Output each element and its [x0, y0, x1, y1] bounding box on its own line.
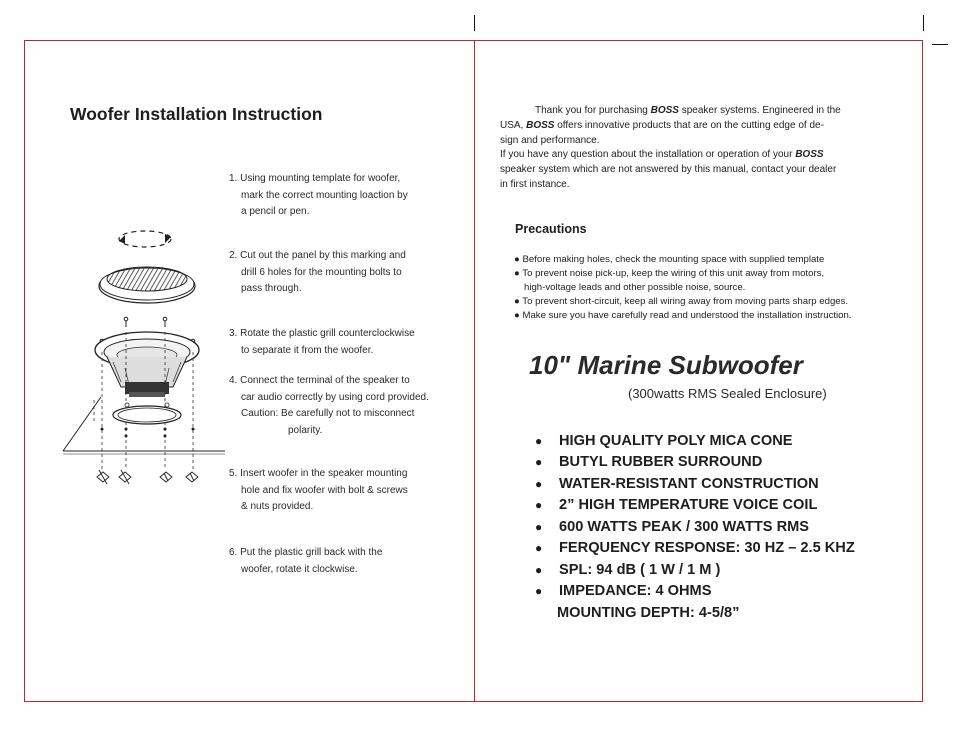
precaution-item: ● Before making holes, check the mounting space with supplied template — [514, 254, 825, 265]
product-title: 10" Marine Subwoofer — [529, 350, 803, 380]
step-6: 6. Put the plastic grill back with the woofer, rotate it clockwise. — [229, 547, 383, 575]
precautions-heading: Precautions — [515, 222, 587, 236]
brand-name: BOSS — [795, 149, 824, 161]
feature-list — [535, 430, 855, 624]
precaution-item: high-voltage leads and other possible noise, source. — [524, 282, 746, 293]
step-3: 3. Rotate the plastic grill counterclockwise to separate it from the woofer. — [229, 328, 415, 356]
feature-item: ● HIGH QUALITY POLY MICA CONE — [535, 432, 793, 449]
feature-item: ● BUTYL RUBBER SURROUND — [535, 454, 763, 471]
precaution-item: ● To prevent noise pick-up, keep the wiring of this unit away from motors, — [514, 268, 825, 279]
nuts-icon — [97, 470, 198, 484]
crop-mark-top-right — [923, 15, 924, 31]
installation-illustration — [55, 222, 225, 502]
feature-item: ● 2” HIGH TEMPERATURE VOICE COIL — [535, 497, 818, 514]
intro-paragraph: Thank you for purchasing BOSS speaker systems. Engineered in the USA, BOSS offers innovative products that are on the cutting edge of de- sign and performance. If you have any question about the installation or operation of your BOSS speaker system which are not answered by this manual, contact your dealer in first instance. — [500, 105, 841, 190]
precautions-list — [514, 253, 852, 323]
fold-line — [474, 40, 475, 702]
step-2: 2. Cut out the panel by this marking and drill 6 holes for the mounting bolts to pass through. — [229, 250, 406, 294]
step-4: 4. Connect the terminal of the speaker to car audio correctly by using cord provided. Caution: Be carefully not to misconnect polarity. — [229, 375, 429, 436]
precaution-item: ● Make sure you have carefully read and understood the installation instruction. — [514, 310, 852, 321]
feature-item-mounting-depth: MOUNTING DEPTH: 4-5/8” — [557, 604, 740, 621]
product-subtitle: (300watts RMS Sealed Enclosure) — [628, 386, 827, 401]
crop-mark-right — [932, 44, 948, 45]
crop-mark-top-center — [474, 15, 475, 31]
step-5: 5. Insert woofer in the speaker mounting hole and fix woofer with bolt & screws & nuts provided. — [229, 468, 408, 512]
precaution-item: ● To prevent short-circuit, keep all wiring away from moving parts sharp edges. — [514, 296, 849, 307]
brand-name: BOSS — [650, 105, 679, 116]
speaker-grill-icon — [99, 267, 195, 303]
woofer-icon — [95, 332, 199, 397]
brand-name: BOSS — [526, 119, 555, 131]
feature-item: ● SPL: 94 dB ( 1 W / 1 M ) — [535, 561, 721, 578]
feature-item: ● 600 WATTS PEAK / 300 WATTS RMS — [535, 518, 810, 535]
mounting-ring-icon — [113, 403, 181, 424]
step-1: 1. Using mounting template for woofer, mark the correct mounting loaction by a pencil or pen. — [229, 173, 408, 217]
installation-title: Woofer Installation Instruction — [70, 104, 323, 124]
feature-item: ● WATER-RESISTANT CONSTRUCTION — [535, 475, 819, 492]
feature-item: ● IMPEDANCE: 4 OHMS — [535, 583, 712, 600]
feature-item: ● FERQUENCY RESPONSE: 30 HZ – 2.5 KHZ — [535, 540, 855, 557]
rotate-arrow-icon — [119, 231, 171, 247]
